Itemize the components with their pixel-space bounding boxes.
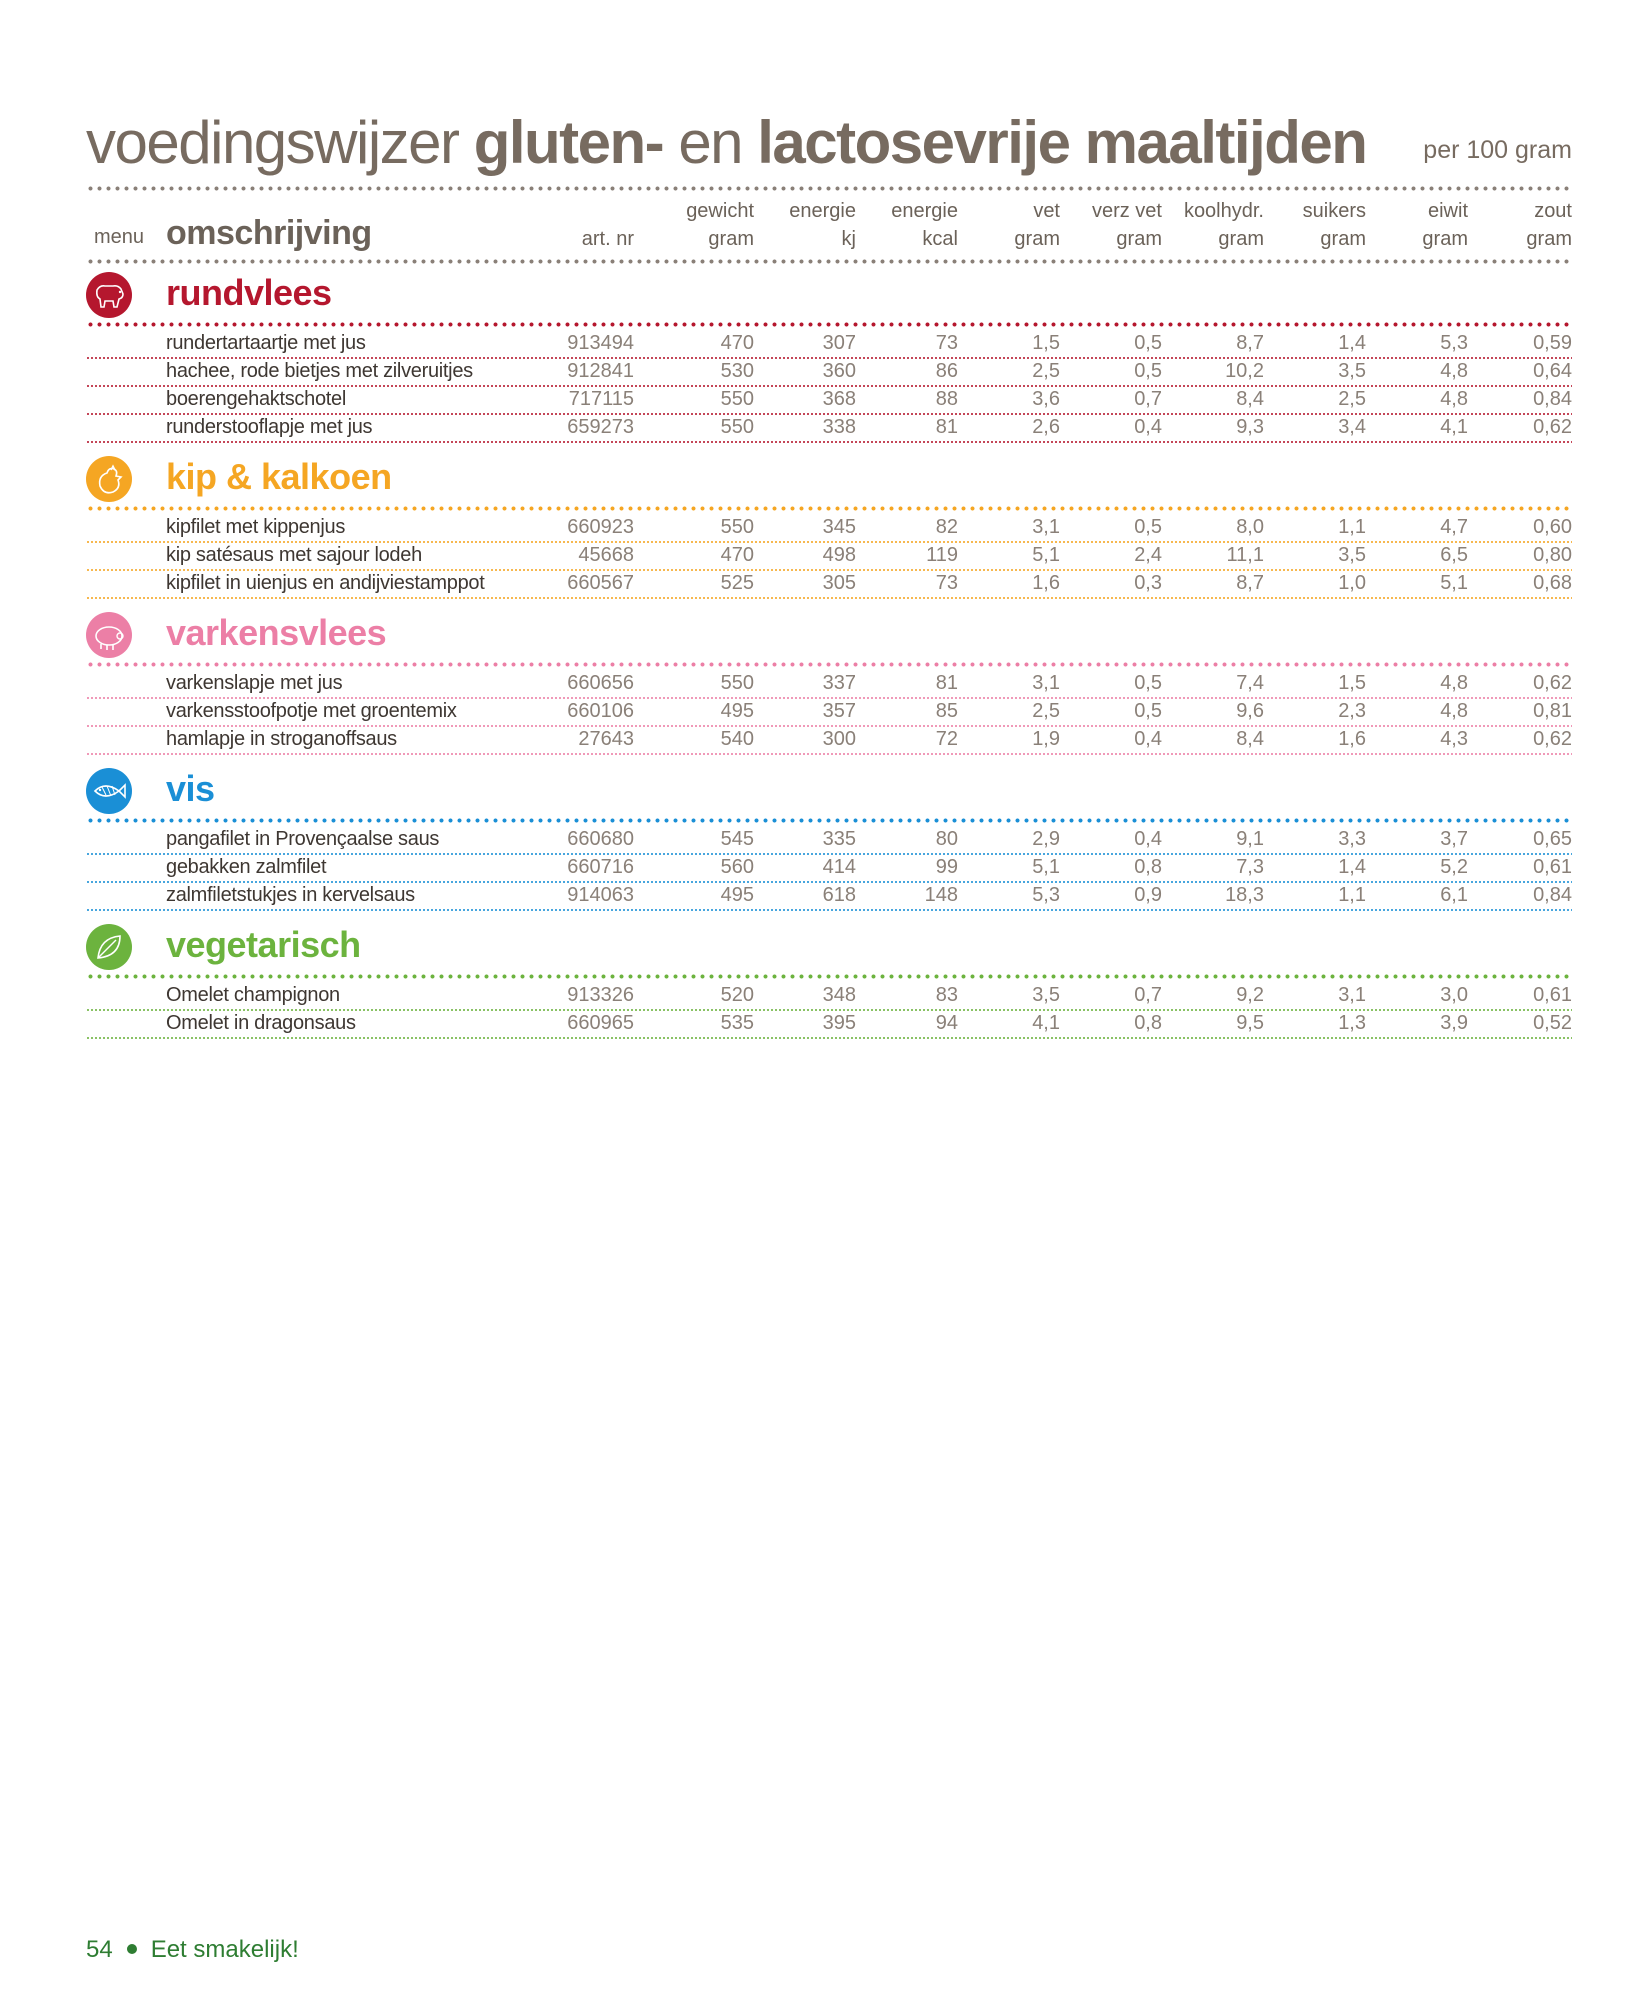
table-row	[86, 330, 1572, 358]
header-col-line1: koolhydr.	[1183, 200, 1264, 222]
cell-0: 45668	[578, 544, 634, 566]
cell-6: 8,4	[1236, 388, 1264, 410]
cell-4: 1,5	[1032, 332, 1060, 354]
cell-4: 3,5	[1032, 984, 1060, 1006]
cell-6: 9,1	[1236, 828, 1264, 850]
section-divider	[86, 322, 1572, 327]
table-row	[86, 570, 1572, 598]
cell-6: 18,3	[1225, 884, 1264, 906]
section-divider	[86, 818, 1572, 823]
cell-3: 81	[935, 672, 958, 694]
cell-0: 913326	[567, 984, 634, 1006]
header-col-0	[504, 197, 634, 253]
header-col-line2: gram	[1320, 228, 1366, 250]
cell-1: 525	[720, 572, 754, 594]
table-row	[86, 698, 1572, 726]
cell-0: 912841	[567, 360, 634, 382]
cell-6: 11,1	[1226, 544, 1264, 566]
cell-6: 8,0	[1236, 516, 1264, 538]
cell-9: 0,65	[1533, 828, 1572, 850]
cell-0: 660567	[567, 572, 634, 594]
cell-6: 9,3	[1236, 416, 1264, 438]
menu-header: menu	[94, 226, 145, 248]
cell-3: 83	[935, 984, 958, 1006]
cell-2: 357	[822, 700, 856, 722]
cell-9: 0,59	[1533, 332, 1572, 354]
cell-9: 0,60	[1533, 516, 1572, 538]
cell-1: 495	[720, 884, 754, 906]
cell-4: 2,5	[1032, 700, 1060, 722]
title-part3: en	[678, 109, 743, 176]
cell-4: 4,1	[1032, 1012, 1060, 1034]
section-title: varkensvlees	[166, 612, 387, 653]
cell-1: 550	[720, 516, 754, 538]
cell-4: 3,1	[1032, 672, 1060, 694]
cell-9: 0,62	[1533, 416, 1572, 438]
cell-3: 85	[935, 700, 958, 722]
cell-5: 0,5	[1134, 516, 1162, 538]
footer-label: Eet smakelijk!	[150, 1936, 299, 1963]
cell-8: 5,1	[1440, 572, 1468, 594]
section-divider	[86, 662, 1572, 667]
cell-3: 80	[935, 828, 958, 850]
cell-3: 72	[935, 728, 958, 750]
cell-4: 5,1	[1032, 856, 1060, 878]
cell-2: 498	[822, 544, 856, 566]
cell-8: 6,1	[1440, 884, 1468, 906]
cell-9: 0,84	[1533, 388, 1572, 410]
cell-7: 3,5	[1338, 360, 1366, 382]
cell-0: 660923	[567, 516, 634, 538]
footer	[86, 1936, 299, 1964]
cell-3: 94	[935, 1012, 958, 1034]
row-divider	[86, 441, 1572, 443]
cell-7: 1,4	[1338, 332, 1366, 354]
cell-7: 1,6	[1338, 728, 1366, 750]
cell-3: 119	[926, 544, 958, 566]
title-row	[86, 108, 1572, 178]
header-col-line1: eiwit	[1427, 200, 1468, 222]
cell-6: 7,3	[1236, 856, 1264, 878]
cell-5: 0,4	[1134, 828, 1162, 850]
section-title: kip & kalkoen	[166, 456, 392, 497]
section-divider	[86, 506, 1572, 511]
cell-2: 300	[822, 728, 856, 750]
cell-1: 495	[720, 700, 754, 722]
header-col-line1: energie	[891, 200, 958, 222]
cell-7: 1,3	[1338, 1012, 1366, 1034]
cell-3: 99	[935, 856, 958, 878]
cell-8: 3,0	[1440, 984, 1468, 1006]
cell-0: 659273	[567, 416, 634, 438]
cell-8: 4,8	[1440, 388, 1468, 410]
cell-6: 7,4	[1236, 672, 1264, 694]
cell-1: 540	[720, 728, 754, 750]
cell-4: 5,3	[1032, 884, 1060, 906]
meal-name: Omelet champignon	[166, 984, 340, 1006]
cell-8: 6,5	[1440, 544, 1468, 566]
section-title: vis	[166, 768, 215, 809]
cell-9: 0,61	[1533, 856, 1572, 878]
cell-5: 0,4	[1134, 728, 1162, 750]
cell-7: 1,5	[1338, 672, 1366, 694]
cell-4: 3,6	[1032, 388, 1060, 410]
cell-2: 368	[822, 388, 856, 410]
header-col-line2: gram	[708, 228, 754, 250]
meal-name: varkenslapje met jus	[166, 672, 343, 694]
cell-5: 0,8	[1134, 1012, 1162, 1034]
cell-4: 1,9	[1032, 728, 1060, 750]
table-row	[86, 514, 1572, 542]
cell-2: 395	[822, 1012, 856, 1034]
cell-2: 414	[822, 856, 856, 878]
header-col-line1: gewicht	[686, 200, 754, 222]
cell-8: 5,3	[1440, 332, 1468, 354]
cell-2: 338	[822, 416, 856, 438]
header-divider-top	[86, 186, 1572, 191]
cell-0: 27643	[578, 728, 634, 750]
cell-2: 360	[822, 360, 856, 382]
cell-9: 0,84	[1533, 884, 1572, 906]
cell-3: 82	[935, 516, 958, 538]
header-col-line2: kcal	[922, 228, 958, 250]
cell-1: 550	[720, 416, 754, 438]
cell-6: 8,4	[1236, 728, 1264, 750]
cell-6: 8,7	[1236, 572, 1264, 594]
cell-5: 0,7	[1134, 388, 1162, 410]
cell-6: 9,2	[1236, 984, 1264, 1006]
meal-name: kipfilet met kippenjus	[166, 516, 346, 538]
cell-8: 3,7	[1440, 828, 1468, 850]
cell-1: 545	[720, 828, 754, 850]
table-row	[86, 882, 1572, 910]
header-col-line1: energie	[789, 200, 856, 222]
per-100-gram-label: per 100 gram	[1423, 136, 1572, 164]
page-number: 54	[86, 1936, 113, 1963]
title-part4: lactosevrije maaltijden	[757, 109, 1367, 176]
cell-6: 8,7	[1236, 332, 1264, 354]
cell-8: 4,8	[1440, 672, 1468, 694]
table-row	[86, 670, 1572, 698]
section-title: rundvlees	[166, 272, 332, 313]
cell-9: 0,80	[1533, 544, 1572, 566]
cell-5: 0,5	[1134, 332, 1162, 354]
cell-4: 2,5	[1032, 360, 1060, 382]
cell-0: 660656	[567, 672, 634, 694]
header-divider-bottom	[86, 259, 1572, 264]
header-col-line1: suikers	[1302, 200, 1366, 222]
cell-2: 337	[822, 672, 856, 694]
cell-7: 1,0	[1338, 572, 1366, 594]
cell-0: 717115	[568, 388, 634, 410]
cell-2: 348	[822, 984, 856, 1006]
table-row	[86, 542, 1572, 570]
cell-5: 0,3	[1134, 572, 1162, 594]
cell-3: 86	[935, 360, 958, 382]
table-row	[86, 1010, 1572, 1038]
header-col-line2: gram	[1218, 228, 1264, 250]
cell-2: 335	[822, 828, 856, 850]
meal-name: boerengehaktschotel	[166, 388, 346, 410]
header-col-line2: gram	[1116, 228, 1162, 250]
meal-name: hachee, rode bietjes met zilveruitjes	[166, 360, 473, 382]
table-row	[86, 414, 1572, 442]
table-row	[86, 358, 1572, 386]
row-divider	[86, 597, 1572, 599]
cell-6: 9,6	[1236, 700, 1264, 722]
cell-0: 914063	[567, 884, 634, 906]
cell-1: 560	[720, 856, 754, 878]
meal-name: varkensstoofpotje met groentemix	[166, 700, 457, 722]
bullet-icon	[127, 1944, 137, 1954]
meal-name: Omelet in dragonsaus	[166, 1012, 356, 1034]
cell-0: 660680	[567, 828, 634, 850]
chicken-icon	[86, 456, 132, 502]
cell-5: 0,5	[1134, 700, 1162, 722]
omschrijving-header: omschrijving	[166, 214, 372, 252]
cell-1: 535	[720, 1012, 754, 1034]
cell-9: 0,52	[1533, 1012, 1572, 1034]
meal-name: hamlapje in stroganoffsaus	[166, 728, 397, 750]
cell-5: 0,5	[1134, 672, 1162, 694]
cell-5: 0,5	[1134, 360, 1162, 382]
cell-9: 0,62	[1533, 728, 1572, 750]
cell-3: 88	[935, 388, 958, 410]
header-col-9	[1442, 197, 1572, 253]
meal-name: runderstooflapje met jus	[166, 416, 373, 438]
cell-9: 0,61	[1533, 984, 1572, 1006]
cell-7: 3,4	[1338, 416, 1366, 438]
table-row	[86, 826, 1572, 854]
cell-8: 4,3	[1440, 728, 1468, 750]
header-col-line2: gram	[1526, 228, 1572, 250]
row-divider	[86, 753, 1572, 755]
header-col-line1: vet	[1033, 200, 1060, 222]
cell-7: 1,1	[1338, 884, 1366, 906]
table-row	[86, 726, 1572, 754]
cell-5: 0,8	[1134, 856, 1162, 878]
cell-4: 5,1	[1032, 544, 1060, 566]
cell-8: 4,8	[1440, 360, 1468, 382]
cell-6: 10,2	[1225, 360, 1264, 382]
cell-4: 1,6	[1032, 572, 1060, 594]
row-divider	[86, 909, 1572, 911]
cell-9: 0,68	[1533, 572, 1572, 594]
header-col-line2: art. nr	[581, 228, 634, 250]
pig-icon	[86, 612, 132, 658]
cell-9: 0,81	[1533, 700, 1572, 722]
cell-8: 4,8	[1440, 700, 1468, 722]
meal-name: gebakken zalmfilet	[166, 856, 327, 878]
table-row	[86, 982, 1572, 1010]
meal-name: rundertartaartje met jus	[166, 332, 366, 354]
cell-1: 520	[720, 984, 754, 1006]
cell-1: 470	[720, 332, 754, 354]
cell-9: 0,62	[1533, 672, 1572, 694]
meal-name: zalmfiletstukjes in kervelsaus	[166, 884, 415, 906]
section-title: vegetarisch	[166, 924, 361, 965]
cell-2: 345	[822, 516, 856, 538]
cell-0: 660965	[567, 1012, 634, 1034]
cell-4: 3,1	[1032, 516, 1060, 538]
cell-3: 73	[935, 332, 958, 354]
cell-2: 305	[822, 572, 856, 594]
cell-5: 0,7	[1134, 984, 1162, 1006]
cell-0: 660106	[567, 700, 634, 722]
section-divider	[86, 974, 1572, 979]
meal-name: kip satésaus met sajour lodeh	[166, 544, 422, 566]
cell-7: 3,5	[1338, 544, 1366, 566]
cell-5: 0,4	[1134, 416, 1162, 438]
page-title	[86, 108, 1366, 178]
title-part2: gluten-	[473, 109, 664, 176]
cell-4: 2,9	[1032, 828, 1060, 850]
cell-3: 73	[935, 572, 958, 594]
cell-8: 4,7	[1440, 516, 1468, 538]
title-part1: voedingswijzer	[86, 109, 459, 176]
cell-7: 1,4	[1338, 856, 1366, 878]
cell-0: 660716	[567, 856, 634, 878]
cell-8: 3,9	[1440, 1012, 1468, 1034]
cell-1: 550	[720, 388, 754, 410]
cell-8: 4,1	[1440, 416, 1468, 438]
cell-8: 5,2	[1440, 856, 1468, 878]
header-col-line1: verz vet	[1091, 200, 1162, 222]
header-col-line1: zout	[1534, 200, 1572, 222]
cell-4: 2,6	[1032, 416, 1060, 438]
cell-9: 0,64	[1533, 360, 1572, 382]
cell-7: 3,3	[1338, 828, 1366, 850]
cell-5: 0,9	[1134, 884, 1162, 906]
cell-3: 81	[935, 416, 958, 438]
cell-0: 913494	[567, 332, 634, 354]
cell-2: 307	[822, 332, 856, 354]
cell-2: 618	[822, 884, 856, 906]
cell-7: 1,1	[1338, 516, 1366, 538]
table-row	[86, 386, 1572, 414]
meal-name: pangafilet in Provençaalse saus	[166, 828, 440, 850]
header-col-line1	[504, 197, 634, 225]
table-header	[86, 195, 1572, 255]
cell-5: 2,4	[1134, 544, 1162, 566]
cell-6: 9,5	[1236, 1012, 1264, 1034]
cell-7: 2,5	[1338, 388, 1366, 410]
meal-name: kipfilet in uienjus en andijviestamppot	[166, 572, 485, 594]
leaf-icon	[86, 924, 132, 970]
cell-1: 530	[720, 360, 754, 382]
cell-1: 470	[720, 544, 754, 566]
row-divider	[86, 1037, 1572, 1039]
header-col-line2: gram	[1422, 228, 1468, 250]
cow-icon	[86, 272, 132, 318]
cell-7: 2,3	[1338, 700, 1366, 722]
fish-icon	[86, 768, 132, 814]
cell-7: 3,1	[1338, 984, 1366, 1006]
header-col-line2: kj	[841, 228, 856, 250]
cell-1: 550	[720, 672, 754, 694]
cell-3: 148	[924, 884, 958, 906]
header-col-line2: gram	[1014, 228, 1060, 250]
table-row	[86, 854, 1572, 882]
